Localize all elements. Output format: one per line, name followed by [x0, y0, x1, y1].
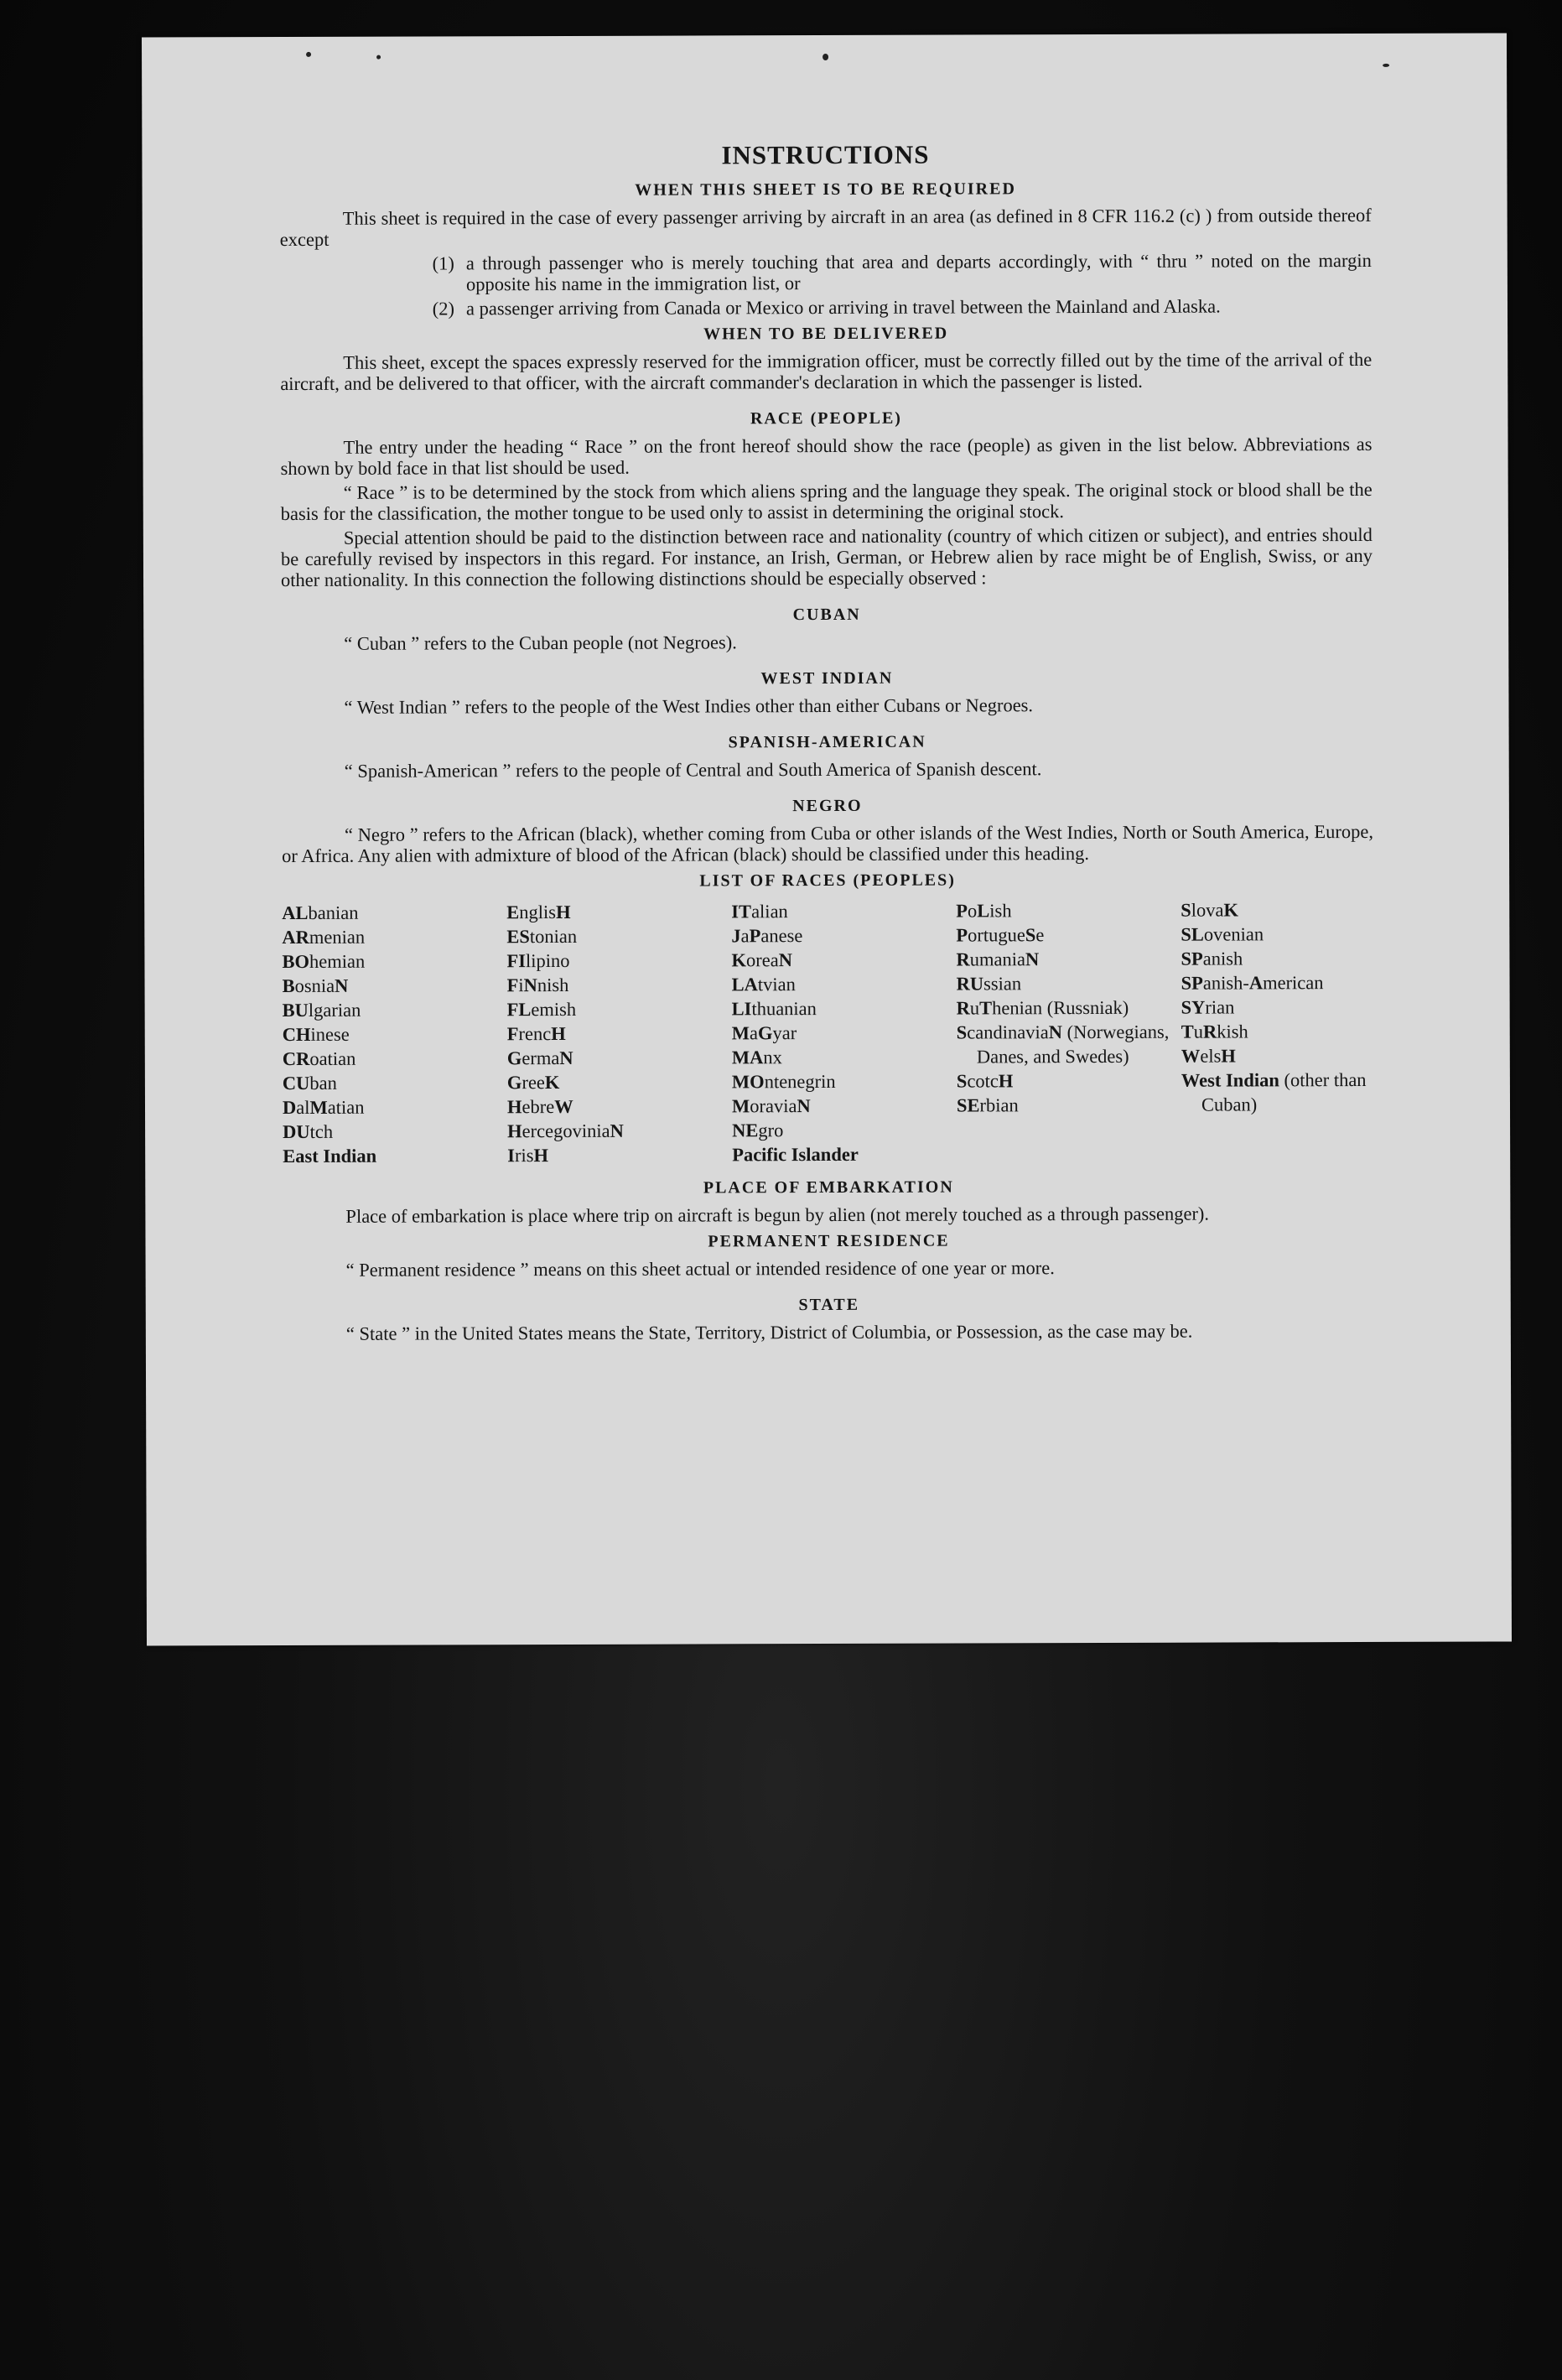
race-entry: BUlgarian: [282, 999, 361, 1021]
race-column: [506, 899, 732, 1167]
race-entry: LIthuanian: [731, 998, 817, 1020]
speck: [306, 52, 311, 57]
race-entry: RumaniaN: [956, 948, 1040, 970]
race-list: [282, 897, 1374, 1168]
race-entry: GermaN: [506, 1047, 573, 1069]
race-entry: MOntenegrin: [731, 1070, 836, 1093]
race-entry: ARmenian: [282, 926, 366, 948]
race-entry: KoreaN: [731, 949, 792, 971]
race-entry: SYrian: [1181, 996, 1235, 1018]
exception-text: a passenger arriving from Canada or Mexico or arriving in travel between the Mainland and Alaska.: [465, 295, 1221, 320]
race-column: [956, 898, 1181, 1167]
race-entry: CRoatian: [282, 1047, 356, 1070]
speck: [1383, 64, 1389, 67]
race-column: [731, 899, 957, 1167]
race-entry: SPanish-American: [1181, 972, 1324, 994]
exception-number: (1): [432, 252, 454, 274]
exception-number: (2): [432, 298, 455, 320]
when-delivered-text: This sheet, except the spaces expressly reserved for the immigration officer, must be correctly filled out by the time of the arrival of the aircraft, and be delivered to that officer, with the aircraft commander's declaration in which the passenger is listed.: [280, 348, 1373, 395]
exception-item: [280, 250, 1372, 295]
race-entry: East Indian: [283, 1145, 377, 1167]
race-entry: EStonian: [506, 925, 578, 948]
race-entry: WelsH: [1181, 1045, 1236, 1067]
exception-text: a through passenger who is merely touching that area and departs accordingly, with “ thru ” noted on the margin opposite his name in the immigration list, or: [465, 249, 1372, 295]
race-entry: DalMatian: [282, 1096, 365, 1119]
race-entry: PoLish: [956, 900, 1012, 922]
race-entry: TuRkish: [1181, 1021, 1248, 1042]
heading-when-required: WHEN THIS SHEET IS TO BE REQUIRED: [635, 179, 1016, 200]
race-entry: ScandinaviaN (Norwegians, Danes, and Swedes): [956, 1021, 1170, 1068]
race-entry: DUtch: [283, 1120, 334, 1143]
race-column: [1181, 897, 1374, 1166]
race-entry: FLemish: [506, 998, 577, 1021]
instructions-content: [279, 138, 1374, 1344]
race-entry: FIlipino: [506, 949, 570, 972]
race-entry: MoraviaN: [731, 1095, 811, 1117]
document-page: [142, 33, 1512, 1645]
embarkation-text: Place of embarkation is place where trip on aircraft is begun by alien (not merely touched as a through passenger).: [345, 1203, 1210, 1227]
race-entry: CUban: [282, 1072, 337, 1094]
heading-permanent-residence: PERMANENT RESIDENCE: [708, 1231, 950, 1251]
residence-text: “ Permanent residence ” means on this sheet actual or intended residence of one year or more.: [345, 1257, 1055, 1281]
race-entry: SlovaK: [1181, 899, 1239, 921]
race-entry: ALbanian: [282, 902, 359, 924]
heading-state: STATE: [798, 1295, 860, 1315]
race-entry: CHinese: [282, 1023, 350, 1046]
race-entry: IrisH: [507, 1145, 549, 1167]
race-entry: RUssian: [956, 973, 1022, 995]
race-entry: HercegoviniaN: [507, 1120, 624, 1142]
cuban-text: “ Cuban ” refers to the Cuban people (not Negroes).: [344, 631, 737, 654]
speck: [823, 54, 828, 60]
race-entry: BosniaN: [282, 974, 349, 997]
race-entry: JaPanese: [731, 925, 803, 947]
heading-embarkation: PLACE OF EMBARKATION: [703, 1177, 954, 1198]
page-title: INSTRUCTIONS: [721, 139, 930, 170]
race-entry: SErbian: [956, 1094, 1019, 1116]
race-paragraph-1: The entry under the heading “ Race ” on the front hereof should show the race (people) as given in the list below. Abbreviations as shown by bold face in that list should be used.: [280, 433, 1373, 480]
race-entry: ScotcH: [956, 1070, 1014, 1092]
race-entry: RuThenian (Russniak): [956, 996, 1129, 1019]
race-entry: FiNnish: [506, 974, 569, 996]
race-paragraph-3: Special attention should be paid to the distinction between race and nationality (country of which citizen or subject), and entries should be carefully revised by inspectors in this regard. For instance, an Irish, German, or Hebrew alien by race might be of English, Swiss, or any other nationality. In this connection the following distinctions should be especially observed :: [280, 523, 1373, 591]
race-entry: BOhemian: [282, 950, 366, 973]
when-required-intro: This sheet is required in the case of every passenger arriving by aircraft in an area (as defined in 8 CFR 116.2 (c) ) from outside thereof except: [279, 204, 1372, 251]
race-entry: Pacific Islander: [732, 1143, 859, 1166]
race-entry: PortugueSe: [956, 924, 1045, 946]
heading-when-delivered: WHEN TO BE DELIVERED: [703, 324, 949, 344]
race-entry: EnglisH: [506, 901, 571, 923]
west-indian-text: “ West Indian ” refers to the people of the West Indies other than either Cubans or Negroes.: [344, 694, 1034, 718]
heading-race: RACE (PEOPLE): [750, 408, 902, 429]
speck: [376, 55, 381, 60]
race-entry: SLovenian: [1181, 923, 1264, 945]
heading-spanish-american: SPANISH-AMERICAN: [728, 732, 926, 752]
race-entry: West Indian (other than Cuban): [1181, 1068, 1367, 1115]
race-column: [282, 900, 507, 1168]
heading-negro: NEGRO: [792, 796, 863, 816]
spanish-american-text: “ Spanish-American ” refers to the people of Central and South America of Spanish descent.: [344, 758, 1042, 782]
race-entry: GreeK: [506, 1072, 560, 1094]
race-paragraph-2: “ Race ” is to be determined by the stock from which aliens spring and the language they speak. The original stock or blood shall be the basis for the classification, the mother tongue to be used only to assist in determining the original stock.: [280, 478, 1373, 525]
state-text: “ State ” in the United States means the State, Territory, District of Columbia, or Possession, as the case may be.: [345, 1320, 1193, 1344]
heading-list-of-races: LIST OF RACES (PEOPLES): [699, 870, 956, 891]
exception-item: [280, 295, 1372, 320]
negro-text: “ Negro ” refers to the African (black), whether coming from Cuba or other islands of the West Indies, North or South America, Europe, or Africa. Any alien with admixture of blood of the African (black) should be classified under this heading.: [282, 820, 1374, 867]
race-entry: ITalian: [731, 901, 788, 922]
race-entry: NEgro: [732, 1120, 784, 1141]
heading-west-indian: WEST INDIAN: [760, 668, 894, 689]
race-entry: HebreW: [506, 1095, 573, 1118]
race-entry: FrencH: [506, 1022, 566, 1045]
race-entry: MaGyar: [731, 1022, 797, 1044]
race-entry: MAnx: [731, 1047, 782, 1068]
race-entry: LAtvian: [731, 974, 796, 995]
heading-cuban: CUBAN: [792, 605, 861, 625]
race-entry: SPanish: [1181, 948, 1243, 969]
